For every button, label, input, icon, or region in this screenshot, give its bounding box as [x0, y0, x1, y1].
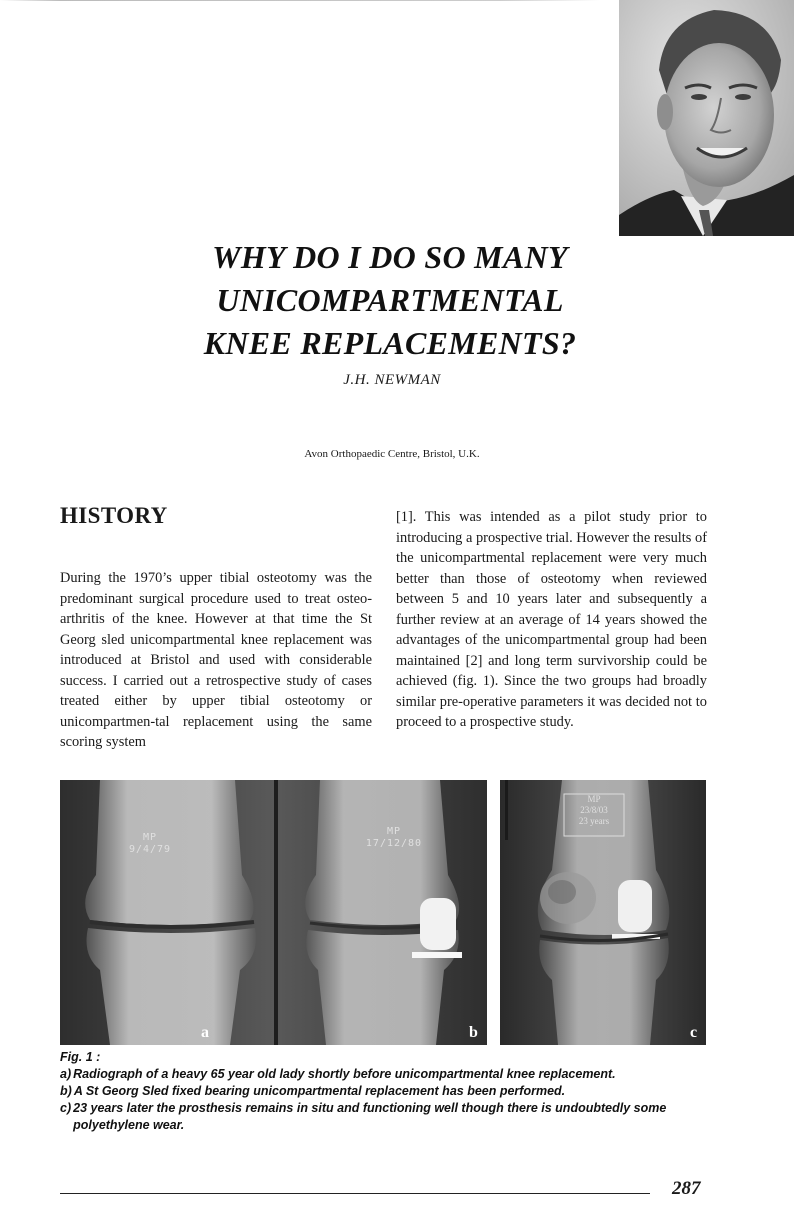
radiograph-label-line: MP	[142, 832, 158, 843]
author-portrait	[619, 0, 794, 236]
caption-item	[60, 1100, 720, 1134]
radiograph-label-c	[564, 794, 624, 827]
caption-item	[60, 1066, 720, 1083]
caption-item-text: A St Georg Sled fixed bearing unicompartmental replacement has been performed.	[73, 1084, 566, 1098]
radiograph-panel-c	[500, 780, 706, 1045]
title-line: KNEE REPLACEMENTS?	[203, 325, 577, 361]
section-heading: HISTORY	[60, 503, 168, 528]
caption-item-key: b)	[60, 1084, 72, 1098]
page-number: 287	[672, 1178, 701, 1199]
panel-letter-a: a	[201, 1024, 209, 1041]
radiograph-label-line: 9/4/79	[128, 844, 172, 855]
radiograph-label-line: 17/12/80	[365, 838, 423, 849]
radiograph-panel-ab	[60, 780, 487, 1045]
title-line: UNICOMPARTMENTAL	[216, 282, 564, 318]
article-title	[120, 236, 660, 365]
panel-letter-b: b	[469, 1024, 478, 1041]
author-name: J.H. NEWMAN	[343, 372, 441, 388]
radiograph-label-a	[120, 832, 180, 856]
caption-label: Fig. 1 :	[60, 1050, 101, 1064]
caption-item-key: a)	[60, 1067, 72, 1081]
caption-item	[60, 1083, 720, 1100]
panel-letter-c: c	[690, 1024, 698, 1041]
radiograph-label-b	[356, 826, 432, 850]
radiograph-label-line: MP	[587, 794, 601, 804]
caption-item-text: 23 years later the prosthesis remains in situ and functioning well though there is undoubtedly some polyethylene wear.	[73, 1101, 667, 1132]
caption-item-text: Radiograph of a heavy 65 year old lady shortly before unicompartmental knee replacement.	[73, 1067, 616, 1081]
title-line: WHY DO I DO SO MANY	[212, 239, 568, 275]
body-paragraph-right: [1]. This was intended as a pilot study prior to introducing a prospective trial. However the results of the unicompartmental replacement were very much better than those of osteotomy when reviewed between 5 and 10 years later and subsequently a further review at an average of 14 years showed the advantages of the unicompartmental group had been maintained [2] and long term survivorship could be achieved (fig. 1). Since the two groups had broadly similar pre-operative parameters it was decided not to proceed to a prospective study.	[396, 509, 707, 730]
footer-rule	[60, 1193, 650, 1194]
top-rule	[0, 0, 600, 1]
affiliation: Avon Orthopaedic Centre, Bristol, U.K.	[304, 448, 480, 460]
caption-item-key: c)	[60, 1101, 72, 1115]
figure-caption	[60, 1049, 720, 1134]
radiograph-label-line: MP	[386, 826, 402, 837]
radiograph-label-line: 23 years	[578, 816, 610, 826]
radiograph-label-line: 23/8/03	[580, 805, 608, 815]
body-paragraph-left: During the 1970’s upper tibial osteotomy was the predominant surgical procedure used to treat osteo-arthritis of the knee. However at that time the St Georg sled unicompartmental knee replacement was introduced at Bristol and used with considerable success. I carried out a retrospective study of cases treated either by upper tibial osteotomy or unicompartmen-tal replacement using the same scoring system	[60, 570, 372, 750]
